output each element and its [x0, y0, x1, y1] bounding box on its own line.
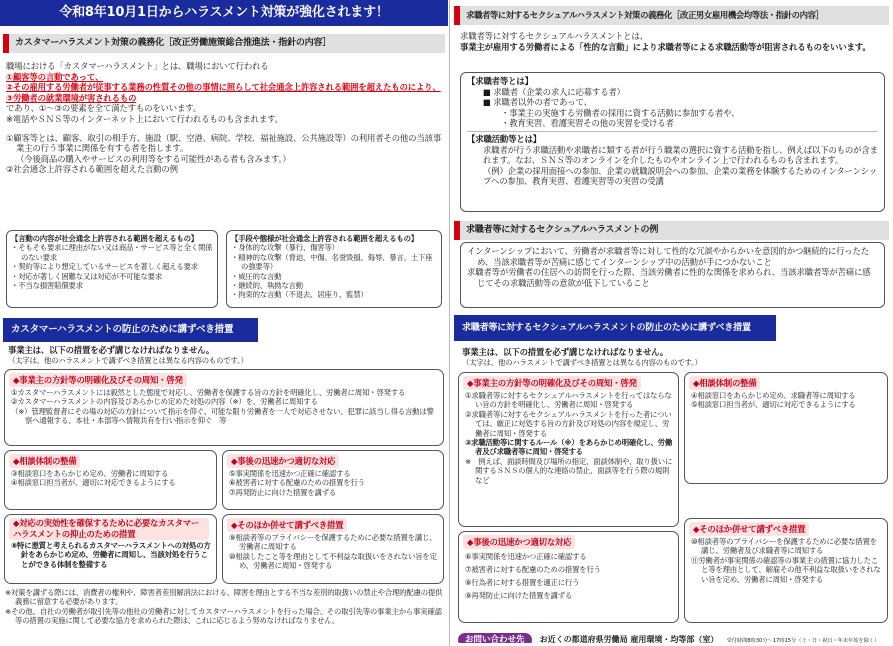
note-examples-heading: ②社会通念上許容される範囲を超えた言動の例	[6, 164, 178, 175]
example-manner-item: ・威圧的な言動	[231, 271, 282, 281]
panel-other-title: ◆そのほか併せて講ずべき措置	[227, 518, 347, 532]
term-activities-text: 求職者が行う求職活動や求職者に類する者が行う職業の選択に資する活動を指し、例えば以下のものが含まれます。なお、ＳＮＳ等のオンラインを介したものやオンライン上で行われるものも含まれます。	[483, 144, 878, 166]
measures-lead-sub: （太字は、他のハラスメントで講ずべき措置とは異なる内容のものです。）	[8, 355, 248, 365]
panel-deterrence	[4, 514, 217, 584]
measure-item: ⑨再発防止に向けた措置を講ずる	[465, 591, 573, 600]
note-customer-definition: ①顧客等とは、顧客、取引の相手方、施設（駅、空港、病院、学校、福祉施設、公共施設等）の利用者その他の当該事業主の行う事業に関係を有する者を指します。	[6, 132, 442, 154]
examples-area	[6, 230, 442, 308]
example-content-item: ・不当な損害賠償要求	[11, 281, 83, 291]
example-manner-item: ・拘束的な言動（不退去、居座り、監禁）	[231, 290, 368, 300]
note-sns: ※電話やＳＮＳ等のインターネット上において行われるものも含まれます。	[6, 113, 283, 124]
example-content-item: ・そもそも要求に理由がない又は商品・サービス等と全く関係のない要求	[11, 243, 213, 262]
note-customer-future: （今後商品の購入やサービスの利用等をする可能性がある者も含みます。）	[16, 153, 291, 164]
element-2: ②その雇用する労働者が従事する業務の性質その他の事情に照らして社会通念上許容される範囲を超えたものにより、	[6, 82, 441, 93]
measure-item: ①カスタマーハラスメントには毅然とした態度で対応し、労働者を保護する旨の方針を明確化し、労働者に周知・啓発する	[11, 388, 406, 397]
customer-harassment-definition	[0, 53, 448, 175]
right-column	[452, 0, 893, 646]
job-seeker-examples-box	[460, 242, 885, 308]
example-content-item: ・対応が著しく困難な又は対応が不可能な要求	[11, 271, 163, 281]
measure-item: ③求職活動等に関するルール（※）をあらかじめ明確化し、労働者及び求職者等に周知・啓発する	[465, 438, 673, 457]
element-1: ①顧客等の言動であって、	[6, 71, 104, 82]
measure-item: ④相談窓口担当者が、適切に対応できるようにする	[11, 478, 176, 488]
panel-other	[222, 514, 444, 584]
measure-item: ③相談窓口をあらかじめ定め、労働者に周知する	[11, 469, 169, 478]
panel-consultation	[684, 372, 888, 484]
section-header-job-seeker-measures: 求職者等に対するセクシュアルハラスメントの防止のために講ずべき措置	[454, 315, 776, 341]
measure-item: ⑤事実関係を迅速かつ正確に確認する	[229, 469, 351, 478]
measures-lead-sub: （太字は、他のハラスメントで講ずべき措置とは異なる内容のものです。）	[462, 357, 702, 367]
panel-response-title: ◆事後の迅速かつ適切な対応	[463, 535, 575, 549]
measures-lead	[8, 345, 444, 365]
measure-item: ⑥事実関係を迅速かつ正確に確認する	[465, 552, 587, 561]
measure-item: ⑧特に悪質と考えられるカスタマーハラスメントへの対処の方針をあらかじめ定め、労働者に周知し、当該対処を行うことができる体制を整備する	[11, 541, 211, 569]
bullet-icon: ■	[483, 97, 494, 108]
measure-item: ②カスタマーハラスメントの内容及びあらかじめ定めた対処の内容（※）を、労働者に周知する	[11, 397, 318, 407]
measure-item: ⑤相談窓口担当者が、適切に対応できるようにする	[691, 400, 856, 410]
term-title-job-seekers: 【求職者等とは】	[467, 76, 533, 86]
contact-tag: お問い合わせ先	[458, 633, 532, 643]
panel-policy	[458, 372, 679, 527]
example-item: 求職者等が労働者の住居への訪問を行った際、当該労働者に性的な関係を求められ、当該求職者等が苦痛に感じてその求職活動等の意欲が低下していること	[467, 267, 871, 288]
definition-intro: 職場における「カスタマーハラスメント」とは、職場において行われる	[6, 61, 269, 71]
example-manner-item: ・身体的な攻撃（暴行、傷害等）	[231, 243, 339, 253]
footnote: ※その他、自社の労働者が取引先等の他社の労働者に対してカスタマーハラスメントを行った場合、その取引先等の事業主から事実確認等の措置の実施に関して必要な協力を求められた際は、これに応じるよう努めなければなりません。	[5, 606, 442, 626]
section-header-customer-measures: カスタマーハラスメントの防止のために講ずべき措置	[3, 318, 258, 342]
measure-note: ※ 例えば、面談時間及び場所の指定、面談体制や、取り扱いに関するＳＮＳの個人的な連絡の禁止、面談等を行う際の規則など	[465, 456, 673, 485]
term-sub-item: ・教育実習、看護実習その他の実習を受ける者	[501, 118, 674, 129]
example-item: インターンシップにおいて、労働者が求職者等に対して性的な冗談やからかいを意図的かつ継続的に行ったため、当該求職者等が苦痛に感じてインターンシップ中の活動が手につかないこと	[467, 246, 869, 267]
contact-bar	[458, 627, 891, 643]
measure-item: ⑥被害者に対する配慮のための措置を行う	[229, 478, 365, 488]
example-box-content	[6, 230, 218, 308]
panel-consultation-title: ◆相談体制の整備	[689, 376, 760, 390]
left-footnotes	[5, 588, 445, 626]
term-item: ■ 求職者（企業の求人に応募する者）	[483, 86, 625, 97]
panel-consultation	[4, 450, 217, 510]
contact-text: お近くの都道府県労働局 雇用環境・均等部（室）	[539, 635, 719, 643]
measure-item: ⑩相談者等のプライバシーを保護するために必要な措置を講じ、労働者及び求職者等に周知する	[691, 537, 877, 556]
example-manner-item: ・精神的な攻撃（脅迫、中傷、名誉毀損、侮辱、暴言、土下座の強要等）	[231, 252, 433, 272]
measure-item: ④相談窓口をあらかじめ定め、求職者等に周知する	[691, 391, 856, 400]
definition-body: 事業主が雇用する労働者による「性的な言動」により求職者等による求職活動等が阻害されるものをいいます。	[460, 41, 871, 52]
example-content-item: ・契約等により想定しているサービスを著しく超える要求	[11, 262, 198, 272]
example-box-manner	[226, 230, 442, 308]
panel-policy-title: ◆事業主の方針等の明確化及びその周知・啓発	[463, 376, 641, 390]
measure-item: ⑪労働者が事実関係の確認等の事業主の措置に協力したこと等を理由として、解雇その他不利益な取扱いをされない旨を定め、労働者に周知・啓発する	[691, 555, 881, 584]
measure-item: ⑦再発防止に向けた措置を講ずる	[229, 487, 337, 497]
section-header-job-seeker-harassment: 求職者等に対するセクシュアルハラスメント対策の義務化［改正男女雇用機会均等法・指針の内容］	[454, 6, 889, 25]
section-header-examples: 求職者等に対するセクシュアルハラスメントの例	[454, 221, 889, 240]
section-header-customer-harassment: カスタマーハラスメント対策の義務化［改正労働施策総合推進法・指針の内容］	[3, 34, 445, 53]
measure-item: ①求職者等に対するセクシュアルハラスメントを行ってはならない旨の方針を明確化し、労働者に周知・啓発する	[465, 391, 672, 410]
panel-consultation-title: ◆相談体制の整備	[9, 454, 80, 468]
contact-hours: 受付時間8時30分～17時15分（土・日・祝日・年末年始を除く）	[726, 638, 880, 643]
panel-other-title: ◆そのほか併せて講ずべき措置	[689, 522, 809, 536]
term-activities-example: （例）企業の採用面接への参加、企業の就職説明会への参加、企業の業務を体験するためのインターンシップへの参加、教育実習、看護実習等の実習の受講	[483, 165, 877, 187]
panel-other	[684, 518, 888, 623]
bullet-icon: ■	[483, 86, 494, 97]
example-content-title: 【言動の内容が社会通念上許容される範囲を超えるもの】	[11, 234, 198, 243]
panel-deterrence-title: ◆対応の実効性を確保するために必要なカスタマーハラスメントの抑止のための措置	[9, 518, 209, 540]
measure-item: ⑦被害者に対する配慮のための措置を行う	[465, 565, 601, 574]
footnote: ※対策を講ずる際には、消費者の権利や、障害者差別解消法における、障害を理由とする不当な差別的取扱いの禁止や合理的配慮の提供義務に留意する必要があります。	[5, 588, 443, 607]
example-manner-item: ・継続的、執拗な言動	[231, 281, 303, 291]
measures-lead	[462, 347, 890, 367]
job-seeker-definition	[452, 25, 893, 52]
element-3: ③労働者の就業環境が害されるもの	[6, 92, 137, 103]
column-divider	[449, 0, 450, 646]
job-seeker-terms-box	[460, 72, 885, 212]
definition-intro: 求職者等に対するセクシュアルハラスメントとは、	[460, 31, 648, 41]
term-title-activities: 【求職活動等とは】	[467, 133, 542, 144]
panel-response	[222, 450, 444, 510]
measures-lead-text: 事業主は、以下の措置を必ず講じなければなりません。	[462, 347, 669, 357]
divider	[467, 131, 878, 132]
page-title-banner: 令和8年10月1日からハラスメント対策が強化されます！	[0, 0, 448, 26]
panel-policy	[4, 369, 444, 446]
measure-item: ②求職者等に対するセクシュアルハラスメントを行った者については、厳正に対処する旨の方針及び対処の内容を規定し、労働者に周知・啓発する	[465, 409, 672, 438]
definition-summary: であり、①～③の要素を全て満たすものをいいます。	[6, 103, 201, 114]
measure-note: （※）管理監督者にその場の対応の方針について指示を仰ぐ、可能な限り労働者を一人で対応させない、犯罪に該当し得る言動は警察へ通報する、本社・本部等へ情報共有を行い指示を仰ぐ 等	[11, 406, 434, 426]
measure-item: ⑨相談者等のプライバシーを保護するために必要な措置を講じ、労働者に周知する	[229, 533, 437, 552]
term-sub-item: ・事業主の実施する労働者の採用に資する活動に参加する者や、	[501, 107, 740, 118]
panel-response-title: ◆事後の迅速かつ適切な対応	[227, 454, 339, 468]
measures-lead-text: 事業主は、以下の措置を必ず講じなければなりません。	[8, 345, 215, 355]
measure-item: ⑩相談したこと等を理由として不利益な取扱いをされない旨を定め、労働者に周知・啓発する	[229, 551, 437, 571]
term-item: ■ 求職者以外の者であって、	[483, 97, 592, 108]
example-manner-title: 【手段や態様が社会通念上許容される範囲を超えるもの】	[231, 234, 418, 243]
panel-response	[458, 531, 679, 623]
panel-policy-title: ◆事業主の方針等の明確化及びその周知・啓発	[9, 373, 187, 387]
measure-item: ⑧行為者に対する措置を適正に行う	[465, 578, 580, 587]
